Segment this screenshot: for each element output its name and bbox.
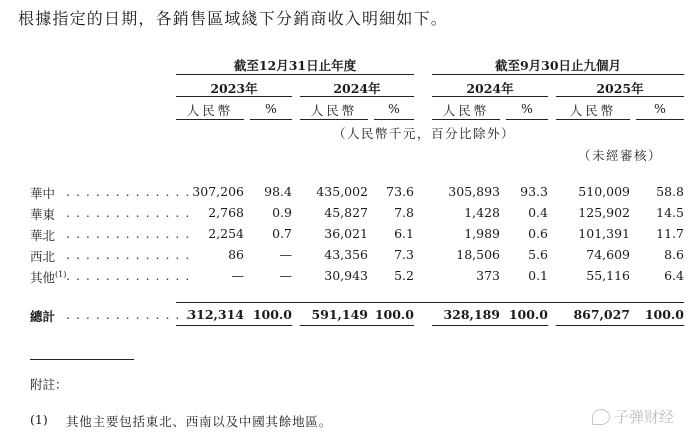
table-row-cell: 36,021 bbox=[324, 226, 368, 241]
table-row-label bbox=[30, 184, 55, 202]
col-rule bbox=[506, 119, 548, 120]
table-row-leader-dots: . . . . . . . . . . . . . bbox=[66, 205, 191, 220]
table-row-label bbox=[30, 226, 55, 244]
notes-title: 附註： bbox=[30, 377, 68, 392]
year-header-2024-annual: 2024年 bbox=[333, 81, 381, 96]
col-rule bbox=[176, 119, 244, 120]
notes-divider bbox=[30, 359, 134, 360]
total-row-label bbox=[30, 307, 55, 325]
table-row-label-text: 華中 bbox=[30, 186, 56, 201]
table-row-leader-dots: . . . . . . . . . . . . . bbox=[66, 184, 191, 199]
table-row-leader-dots: . . . . . . . . . . . . . bbox=[66, 247, 191, 262]
audit-note: （未經審核） bbox=[577, 148, 662, 163]
table-row-cell: 30,943 bbox=[324, 268, 368, 283]
col-label-rmb: 人民幣 bbox=[442, 103, 490, 118]
table-row-cell: 2,254 bbox=[208, 226, 244, 241]
table-row-label bbox=[30, 268, 66, 286]
table-row-cell: 55,116 bbox=[586, 268, 630, 283]
col-rule bbox=[250, 119, 292, 120]
period-header-annual: 截至12月31日止年度 bbox=[233, 58, 357, 73]
table-row-cell: 435,002 bbox=[316, 184, 368, 199]
table-row-cell: 305,893 bbox=[448, 184, 500, 199]
table-row-cell: 307,206 bbox=[192, 184, 244, 199]
footnote-text: 其他主要包括東北、西南以及中國其餘地區。 bbox=[66, 414, 333, 429]
table-row-cell: 7.3 bbox=[394, 247, 414, 262]
table-row-leader-dots: . . . . . . . . . . . . . bbox=[66, 226, 191, 241]
table-row-label-text: 華東 bbox=[30, 207, 56, 222]
total-top-rule bbox=[176, 302, 684, 303]
total-bottom-rule bbox=[176, 325, 292, 326]
year-header-2023: 2023年 bbox=[210, 81, 258, 96]
total-row-cell: 100.0 bbox=[252, 307, 292, 322]
total-row-label-text: 總計 bbox=[30, 309, 56, 324]
table-row-cell: 7.8 bbox=[394, 205, 414, 220]
table-row-cell: 0.4 bbox=[528, 205, 548, 220]
table-row-label-text: 其他 bbox=[30, 270, 56, 285]
period-header-nine-months: 截至9月30日止九個月 bbox=[494, 58, 622, 73]
footnote-marker: (1) bbox=[30, 412, 48, 427]
col-rule bbox=[374, 119, 414, 120]
total-bottom-rule bbox=[432, 325, 548, 326]
table-row-cell: 0.6 bbox=[528, 226, 548, 241]
table-row-cell: 2,768 bbox=[208, 205, 244, 220]
table-row-label bbox=[30, 205, 55, 223]
table-row-cell: 373 bbox=[476, 268, 500, 283]
table-row-cell: 1,428 bbox=[464, 205, 500, 220]
table-row-cell: 98.4 bbox=[264, 184, 292, 199]
table-row-label-text: 西北 bbox=[30, 249, 56, 264]
table-row-cell: 101,391 bbox=[578, 226, 630, 241]
table-row-cell: 86 bbox=[228, 247, 244, 262]
period-rule-annual bbox=[176, 74, 414, 75]
total-row-cell: 100.0 bbox=[644, 307, 684, 322]
table-row-cell: 58.8 bbox=[656, 184, 684, 199]
total-row-cell: 100.0 bbox=[374, 307, 414, 322]
table-row-cell: 0.7 bbox=[272, 226, 292, 241]
total-row-cell: 328,189 bbox=[443, 307, 500, 322]
table-row-cell: 18,506 bbox=[456, 247, 500, 262]
table-row-cell: 0.9 bbox=[272, 205, 292, 220]
watermark-logo-icon bbox=[592, 409, 610, 425]
table-row-cell: 0.1 bbox=[528, 268, 548, 283]
year-header-2025-nine: 2025年 bbox=[596, 81, 644, 96]
table-row-cell: 6.1 bbox=[394, 226, 414, 241]
year-rule bbox=[556, 96, 684, 97]
table-row-leader-dots: . . . . . . . . . . . . . bbox=[66, 268, 191, 283]
year-rule bbox=[176, 96, 292, 97]
watermark-text: 子弹财经 bbox=[614, 408, 675, 426]
total-row-cell: 867,027 bbox=[573, 307, 630, 322]
col-label-pct: % bbox=[265, 101, 277, 116]
table-row-cell: 74,609 bbox=[586, 247, 630, 262]
table-row-footnote-ref: (1) bbox=[55, 269, 67, 279]
table-row-cell: 1,989 bbox=[464, 226, 500, 241]
intro-text: 根據指定的日期，各銷售區域綫下分銷商收入明細如下。 bbox=[18, 9, 449, 28]
total-bottom-rule bbox=[300, 325, 414, 326]
table-row-cell: — bbox=[279, 247, 292, 262]
col-rule bbox=[432, 119, 500, 120]
col-label-pct: % bbox=[654, 101, 666, 116]
col-rule bbox=[556, 119, 630, 120]
col-rule bbox=[636, 119, 684, 120]
table-row-cell: 125,902 bbox=[578, 205, 630, 220]
table-row-cell: 6.4 bbox=[664, 268, 684, 283]
table-row-cell: 11.7 bbox=[656, 226, 684, 241]
table-row-cell: 510,009 bbox=[578, 184, 630, 199]
year-header-2024-nine: 2024年 bbox=[466, 81, 514, 96]
year-rule bbox=[432, 96, 548, 97]
total-row-cell: 591,149 bbox=[311, 307, 368, 322]
table-row-cell: 45,827 bbox=[324, 205, 368, 220]
table-row-cell: 8.6 bbox=[664, 247, 684, 262]
table-row-cell: 5.2 bbox=[394, 268, 414, 283]
table-row-cell: 43,356 bbox=[324, 247, 368, 262]
col-rule bbox=[300, 119, 368, 120]
total-row-leader-dots: . . . . . . . . . . . . . bbox=[66, 307, 191, 322]
col-label-rmb: 人民幣 bbox=[569, 103, 617, 118]
table-row-cell: 93.3 bbox=[520, 184, 548, 199]
period-rule-nine-months bbox=[432, 74, 684, 75]
table-row-cell: 73.6 bbox=[386, 184, 414, 199]
table-row-label-text: 華北 bbox=[30, 228, 56, 243]
table-row-label bbox=[30, 247, 55, 265]
total-bottom-rule bbox=[556, 325, 684, 326]
col-label-rmb: 人民幣 bbox=[186, 103, 234, 118]
unit-note: （人民幣千元，百分比除外） bbox=[332, 126, 515, 141]
col-label-pct: % bbox=[388, 101, 400, 116]
col-label-pct: % bbox=[521, 101, 533, 116]
table-row-cell: 14.5 bbox=[656, 205, 684, 220]
total-row-cell: 312,314 bbox=[187, 307, 244, 322]
year-rule bbox=[300, 96, 414, 97]
table-row-cell: — bbox=[279, 268, 292, 283]
table-row-cell: 5.6 bbox=[528, 247, 548, 262]
total-row-cell: 100.0 bbox=[508, 307, 548, 322]
col-label-rmb: 人民幣 bbox=[310, 103, 358, 118]
table-row-cell: — bbox=[231, 268, 244, 283]
